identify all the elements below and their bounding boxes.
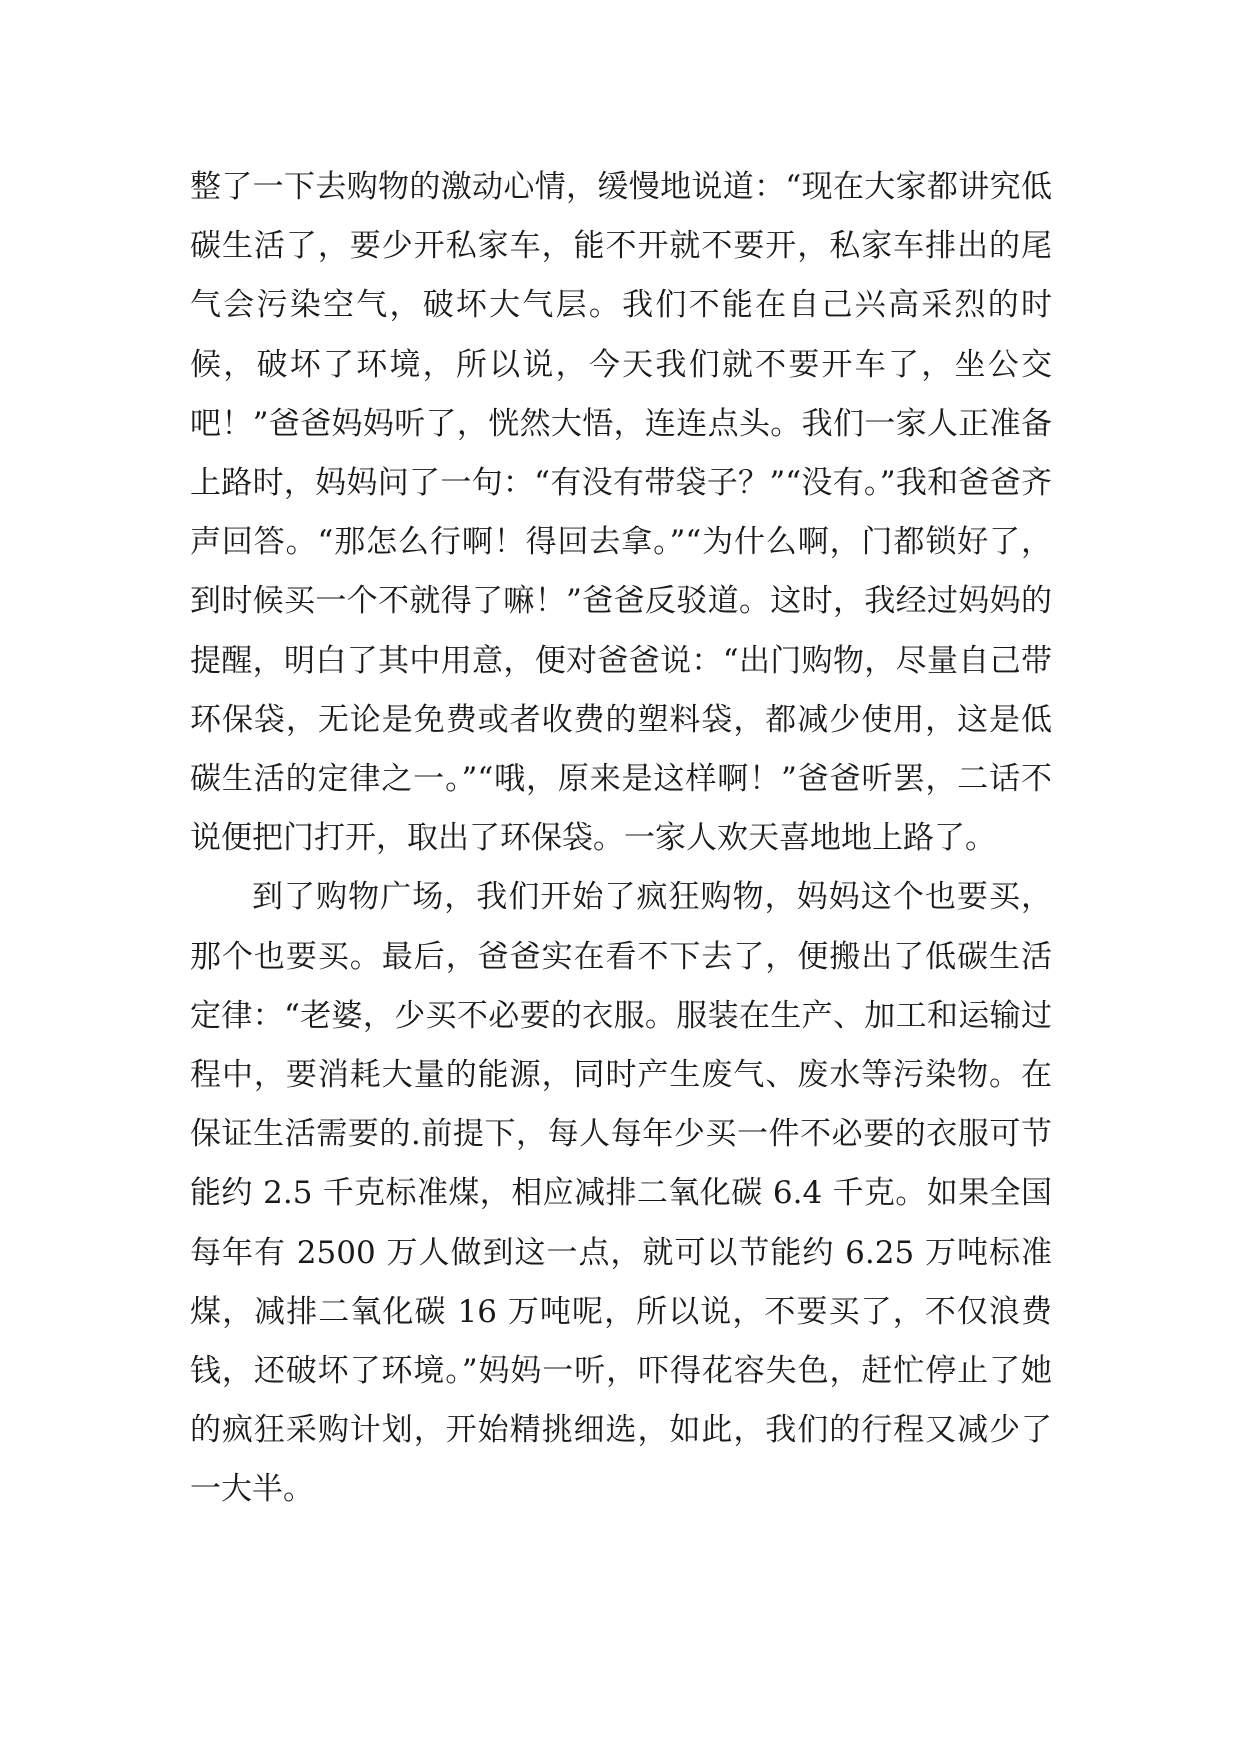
paragraph-1: 整了一下去购物的激动心情，缓慢地说道：“现在大家都讲究低碳生活了，要少开私家车，能不开就不要开，私家车排出的尾气会污染空气，破坏大气层。我们不能在自己兴高采烈的时候，破坏了环境，所以说，今天我们就不要开车了，坐公交吧！”爸爸妈妈听了，恍然大悟，连连点头。我们一家人正准备上路时，妈妈问了一句：“有没有带袋子？”“没有。”我和爸爸齐声回答。“那怎么行啊！得回去拿。”“为什么啊，门都锁好了，到时候买一个不就得了嘛！”爸爸反驳道。这时，我经过妈妈的提醒，明白了其中用意，便对爸爸说：“出门购物，尽量自己带环保袋，无论是免费或者收费的塑料袋，都减少使用，这是低碳生活的定律之一。”“哦，原来是这样啊！”爸爸听罢，二话不说便把门打开，取出了环保袋。一家人欢天喜地地上路了。 (190, 169, 1052, 857)
paragraph-2: 到了购物广场，我们开始了疯狂购物，妈妈这个也要买，那个也要买。最后，爸爸实在看不下去了，便搬出了低碳生活定律：“老婆，少买不必要的衣服。服装在生产、加工和运输过程中，要消耗大量的能源，同时产生废气、废水等污染物。在保证生活需要的.前提下，每人每年少买一件不必要的衣服可节能约 2.5 千克标准煤，相应减排二氧化碳 6.4 千克。如果全国每年有 2500 万人做到这一点，就可以节能约 6.25 万吨标准煤，减排二氧化碳 16 万吨呢，所以说，不要买了，不仅浪费钱，还破坏了环境。”妈妈一听，吓得花容失色，赶忙停止了她的疯狂采购计划，开始精挑细选，如此，我们的行程又减少了一大半。 (190, 879, 1052, 1508)
document-body (190, 158, 1052, 1520)
